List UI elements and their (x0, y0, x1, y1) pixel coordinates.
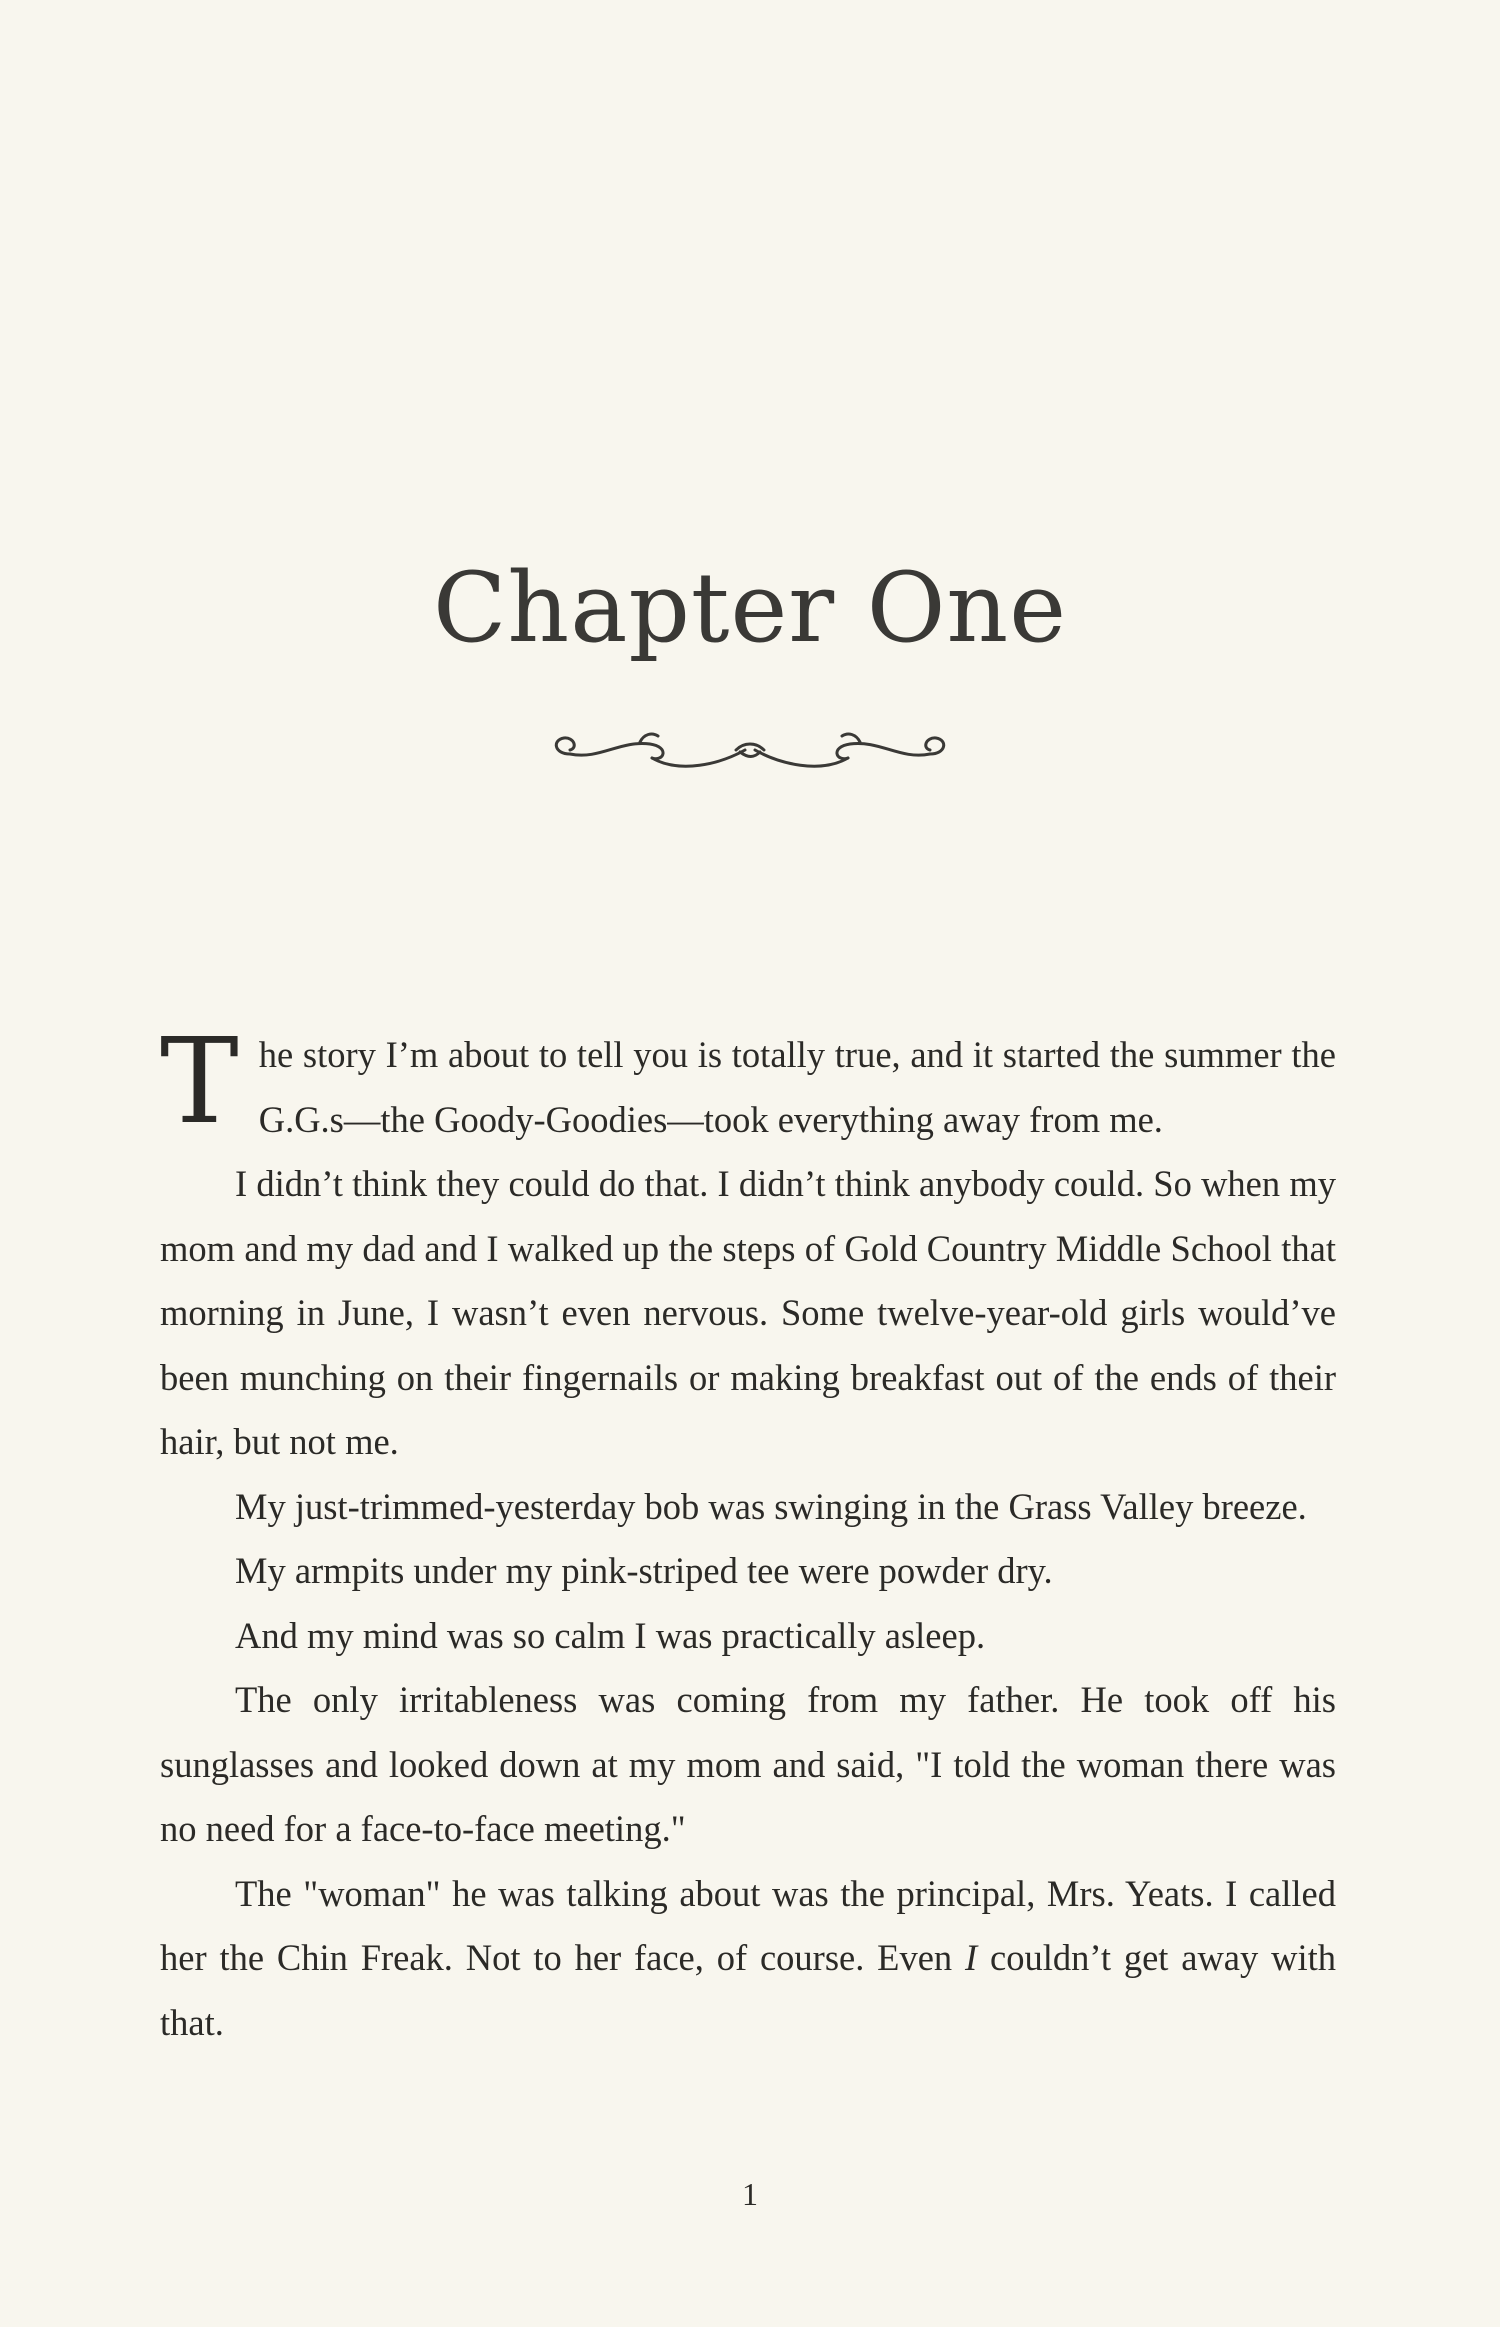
page-number: 1 (742, 2176, 758, 2212)
paragraph: I didn’t think they could do that. I didn’t think anybody could. So when my mom and my dad and I walked up the steps of Gold Country Middle School that morning in June, I wasn’t even nervous. Some twelve-year-old girls would’ve been munching on their fingernails or making breakfast out of the ends of their hair, but not me. (160, 1163, 1336, 1462)
paragraph-text: The "woman" he was talking about was the principal, Mrs. Yeats. I called her the Chin Freak. Not to her face, of course. Even (160, 1872, 1336, 1978)
scroll-flourish-icon (540, 720, 960, 780)
paragraph-text: couldn’t get away with that. (160, 1937, 1336, 2043)
paragraph: My just-trimmed-yesterday bob was swinging in the Grass Valley breeze. (235, 1485, 1307, 1527)
chapter-body (160, 1012, 1336, 2055)
paragraph-opening (160, 1012, 1336, 1152)
drop-cap: T (160, 1012, 239, 1150)
paragraph: And my mind was so calm I was practically asleep. (235, 1614, 986, 1656)
paragraph: The only irritableness was coming from my father. He took off his sunglasses and looked down at my mom and said, "I told the woman there was no need for a face-to-face meeting." (160, 1679, 1336, 1849)
paragraph-final (160, 1862, 1336, 2056)
paragraph-text: he story I’m about to tell you is totally true, and it started the summer the G.G.s—the Goody-Goodies—took everything away from me. (258, 1034, 1336, 1140)
chapter-title: Chapter One (432, 552, 1068, 664)
italic-emphasis: I (965, 1937, 978, 1978)
paragraph: My armpits under my pink-striped tee were powder dry. (235, 1550, 1053, 1591)
